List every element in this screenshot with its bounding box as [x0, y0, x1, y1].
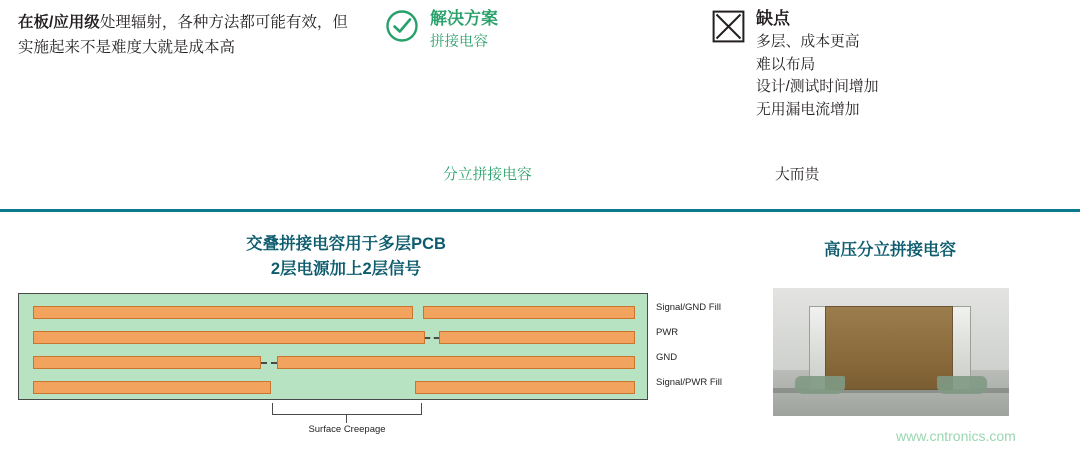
drawback-list: [756, 31, 879, 121]
pcb-layer-label-2: PWR: [656, 327, 679, 338]
gnd-gap-dash: [261, 362, 277, 364]
pcb-layer-label-3: GND: [656, 352, 678, 363]
pcb-diagram-title: [26, 232, 666, 282]
trace-signal-gnd-right: [423, 306, 635, 319]
solder-fillet-right: [937, 376, 987, 394]
pcb-layer-label-4: Signal/PWR Fill: [656, 377, 722, 388]
solder-fillet-left: [795, 376, 845, 394]
list-item: 无用漏电流增加: [756, 101, 860, 118]
solution-texts: [430, 8, 498, 53]
capacitor-photo-title: 高压分立拼接电容: [824, 241, 956, 259]
pcb-diagram-title-line2: 2层电源加上2层信号: [270, 259, 422, 278]
creepage-brace: [272, 403, 422, 415]
pcb-diagram-title-line1: 交叠拼接电容用于多层PCB: [246, 235, 446, 253]
drawback-header: [712, 8, 1042, 121]
intro-bold-lead: 在板/应用级: [18, 14, 100, 31]
pcb-cross-section-diagram: [18, 293, 722, 435]
intro-rest: 处理辐射，各种方法都可能有效，但实施起来不是难度大就是成本高: [18, 14, 348, 57]
drawback-texts: [756, 8, 879, 121]
trace-gnd-right: [277, 356, 635, 369]
list-item: 难以布局: [756, 56, 816, 73]
trace-signal-gnd-left: [33, 306, 413, 319]
intro-paragraph: [18, 10, 358, 60]
pwr-gap-dash: [425, 337, 439, 339]
capacitor-photo: [773, 288, 1009, 416]
solution-subtitle: 拼接电容: [430, 34, 488, 51]
pcb-layer-label-1: Signal/GND Fill: [656, 302, 721, 313]
list-item: 设计/测试时间增加: [756, 79, 879, 96]
creepage-label: Surface Creepage: [308, 424, 386, 435]
cross-box-icon: [712, 10, 745, 43]
solution-note: 分立拼接电容: [443, 167, 532, 183]
list-item: 多层、成本更高: [756, 34, 860, 51]
surface-creepage-annotation: [272, 403, 422, 443]
drawback-column: [712, 8, 1042, 121]
trace-pwr-left: [33, 331, 425, 344]
check-circle-icon: [385, 9, 419, 43]
watermark: www.cntronics.com: [896, 428, 1016, 444]
trace-pwr-right: [439, 331, 635, 344]
drawback-title: 缺点: [756, 9, 790, 28]
trace-gnd-left: [33, 356, 261, 369]
trace-signal-pwr-right: [415, 381, 635, 394]
pcb-board: [18, 293, 648, 400]
drawback-note: 大而贵: [775, 167, 820, 183]
solution-column: [385, 8, 715, 53]
solution-header: [385, 8, 715, 53]
section-divider: [0, 209, 1080, 212]
solution-title: 解决方案: [430, 9, 498, 28]
creepage-tick: [346, 415, 347, 423]
trace-signal-pwr-left: [33, 381, 271, 394]
